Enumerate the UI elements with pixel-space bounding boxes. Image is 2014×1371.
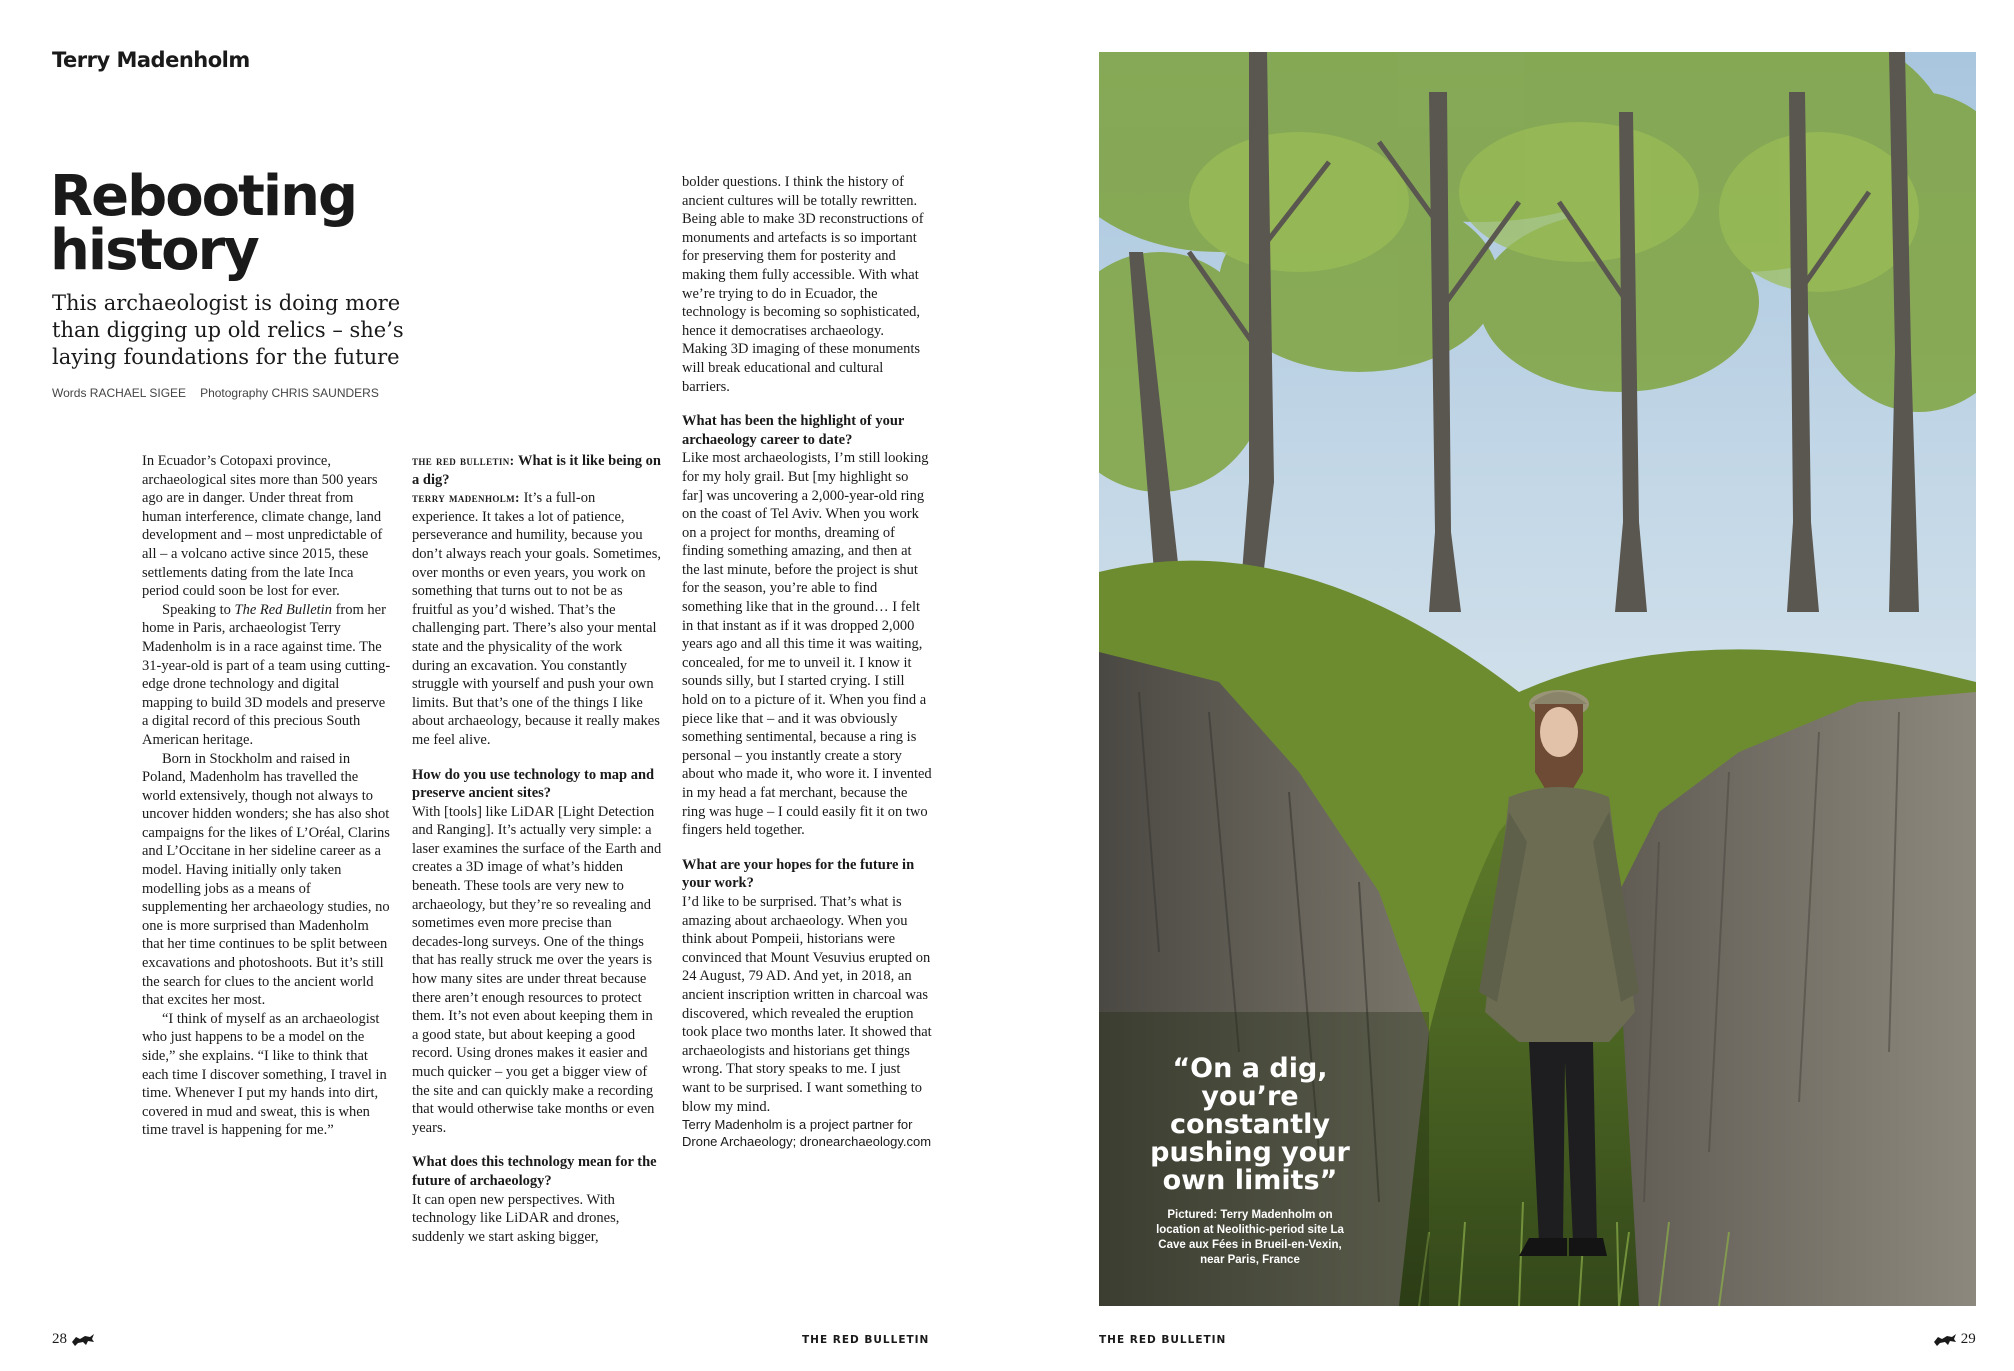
interview-answer: With [tools] like LiDAR [Light Detection and Ranging]. It’s actually very simple: a laser examines the surface of the Earth and creates a 3D image of what’s hidden beneath. These tools are very new to archaeology, but they’re so revealing and sometimes even more precise than decades-long surveys. One of the things that has really struck me over the years is how many sites are under threat because there aren’t enough resources to protect them. It’s not even about keeping them in a good state, but about keeping a good record. Using drones makes it easier and much quicker – you get a bigger view of the site and can quickly make a recording that would otherwise take months or even years. <box>412 803 662 1136</box>
interview-question: What does this technology mean for the future of archaeology? <box>412 1154 657 1189</box>
interview-answer: I’d like to be surprised. That’s what is amazing about archaeology. When you think about Pompeii, historians were convinced that Mount Vesuvius erupted on 24 August, 79 AD. And yet, in 2018, an ancient inscription written in charcoal was discovered, which revealed the eruption took place two months later. It showed that archaeologists and historians get things wrong. That story speaks to me. I just want to be surprised. I want something to blow my mind. <box>682 893 932 1115</box>
question-text: What is it like being on a dig? <box>412 453 661 488</box>
interview-answer: bolder questions. I think the history of ancient cultures will be totally rewritten. Being able to make 3D reconstructions of monuments and artefacts is so important for preserving them for posterity and making them fully accessible. With what we’re trying to do in Ecuador, the technology is becoming so sophisticated, hence it democratises archaeology. Making 3D imaging of these monuments will break educational and cultural barriers. <box>682 174 924 395</box>
article-column-1 <box>142 452 392 1140</box>
page-number-text: 28 <box>52 1331 67 1347</box>
interview-answer <box>412 489 662 749</box>
section-name: Terry Madenholm <box>52 48 250 72</box>
author-bio: Terry Madenholm is a project partner for Drone Archaeology; dronearchaeology.com <box>682 1117 932 1150</box>
article-column-2 <box>412 452 662 1246</box>
headline <box>50 164 450 284</box>
interview-answer: Like most archaeologists, I’m still looking for my holy grail. But [my highlight so far] was uncovering a 2,000-year-old ring on the coast of Tel Aviv. When you work on a project for months, dreaming of finding something amazing, and then at the last minute, before the project is shut for the season, you’re able to find something like that in the ground… I felt in that instant as if it was dropped 2,000 years ago and all this time it was waiting, concealed, for me to unveil it. I know it sounds silly, but I started crying. I still hold on to a picture of it. When you find a piece like that – and it was obviously something sentimental, because a ring is personal – you instantly create a story about who made it, who wore it. I invented in my head a fat merchant, because the ring was huge – I could easily fit it on two fingers held together. <box>682 450 932 839</box>
standfirst: This archaeologist is doing more than digging up old relics – she’s laying foundations for the future <box>52 291 404 369</box>
headline-line-2: history <box>50 218 258 284</box>
publication-title: The Red Bulletin <box>234 601 332 618</box>
page-number-left <box>52 1331 95 1348</box>
answer-text: It’s a full-on experience. It takes a lot of patience, perseverance and humility, because you don’t always reach your goals. Sometimes, over months or even years, you work on something that turns out to not be as fruitful as you’d wished. That’s the challenging part. There’s also your mental state and the physicality of the work during an excavation. You constantly struggle with yourself and push your own limits. But that’s one of the things I like about archaeology, because it really makes me feel alive. <box>412 490 661 748</box>
masthead-right: THE RED BULLETIN <box>1099 1334 1227 1346</box>
interviewer-label: the red bulletin: <box>412 453 515 468</box>
pull-quote: “On a dig, you’re constantly pushing your own limits” <box>1150 1053 1350 1196</box>
interview-question <box>412 452 662 489</box>
interview-question: How do you use technology to map and preserve ancient sites? <box>412 766 655 802</box>
page-number-right <box>1933 1331 1976 1348</box>
interview-question: What are your hopes for the future in your work? <box>682 856 915 892</box>
interview-question: What has been the highlight of your archaeology career to date? <box>682 413 905 448</box>
bull-logo-icon <box>71 1333 95 1347</box>
body-paragraph: Born in Stockholm and raised in Poland, Madenholm has travelled the world extensively, though not always to uncover hidden wonders; she has also shot campaigns for the likes of L’Oréal, Clarins and L’Occitane in her sideline career as a model. Having initially only taken modelling jobs as a means of supplementing her archaeology studies, no one is more surprised than Madenholm that her time continues to be split between excavations and photoshoots. But it’s still the search for clues to the ancient world that excites her most. <box>142 750 390 1009</box>
byline-credits <box>52 386 379 400</box>
article-column-3 <box>682 173 932 1150</box>
body-paragraph: “I think of myself as an archaeologist who just happens to be a model on the side,” she explains. “I like to think that each time I discover something, I travel in time. Whenever I put my hands into dirt, covered in mud and sweat, this is when time travel is happening for me.” <box>142 1010 387 1139</box>
photo-caption: Pictured: Terry Madenholm on location at Neolithic-period site La Cave aux Fées in Brueil-en-Vexin, near Paris, France <box>1156 1209 1344 1266</box>
text-run: from her home in Paris, archaeologist Terry Madenholm is in a race against time. The 31-year-old is part of a team using cutting-edge drone technology and digital mapping to build 3D models and preserve a digital record of this precious South American heritage. <box>142 601 391 748</box>
text-run: Speaking to <box>162 601 235 618</box>
body-paragraph <box>142 601 392 750</box>
words-label: Words <box>52 386 87 400</box>
writer-name: RACHAEL SIGEE <box>89 386 187 400</box>
interviewee-label: terry madenholm: <box>412 490 520 506</box>
headline-line-1: Rebooting <box>50 164 357 229</box>
bull-logo-icon <box>1933 1333 1957 1347</box>
interview-answer: It can open new perspectives. With technology like LiDAR and drones, suddenly we start asking bigger, <box>412 1191 620 1245</box>
body-paragraph: In Ecuador’s Cotopaxi province, archaeological sites more than 500 years ago are in danger. Under threat from human interference, climate change, land development and – most unpredictable of all – a volcano active since 2015, these settlements dating from the late Inca period could soon be lost for ever. <box>142 453 383 600</box>
page-number-text: 29 <box>1960 1331 1976 1347</box>
photographer-name: CHRIS SAUNDERS <box>271 386 379 400</box>
photography-label: Photography <box>200 386 269 400</box>
masthead-left: THE RED BULLETIN <box>802 1334 930 1346</box>
